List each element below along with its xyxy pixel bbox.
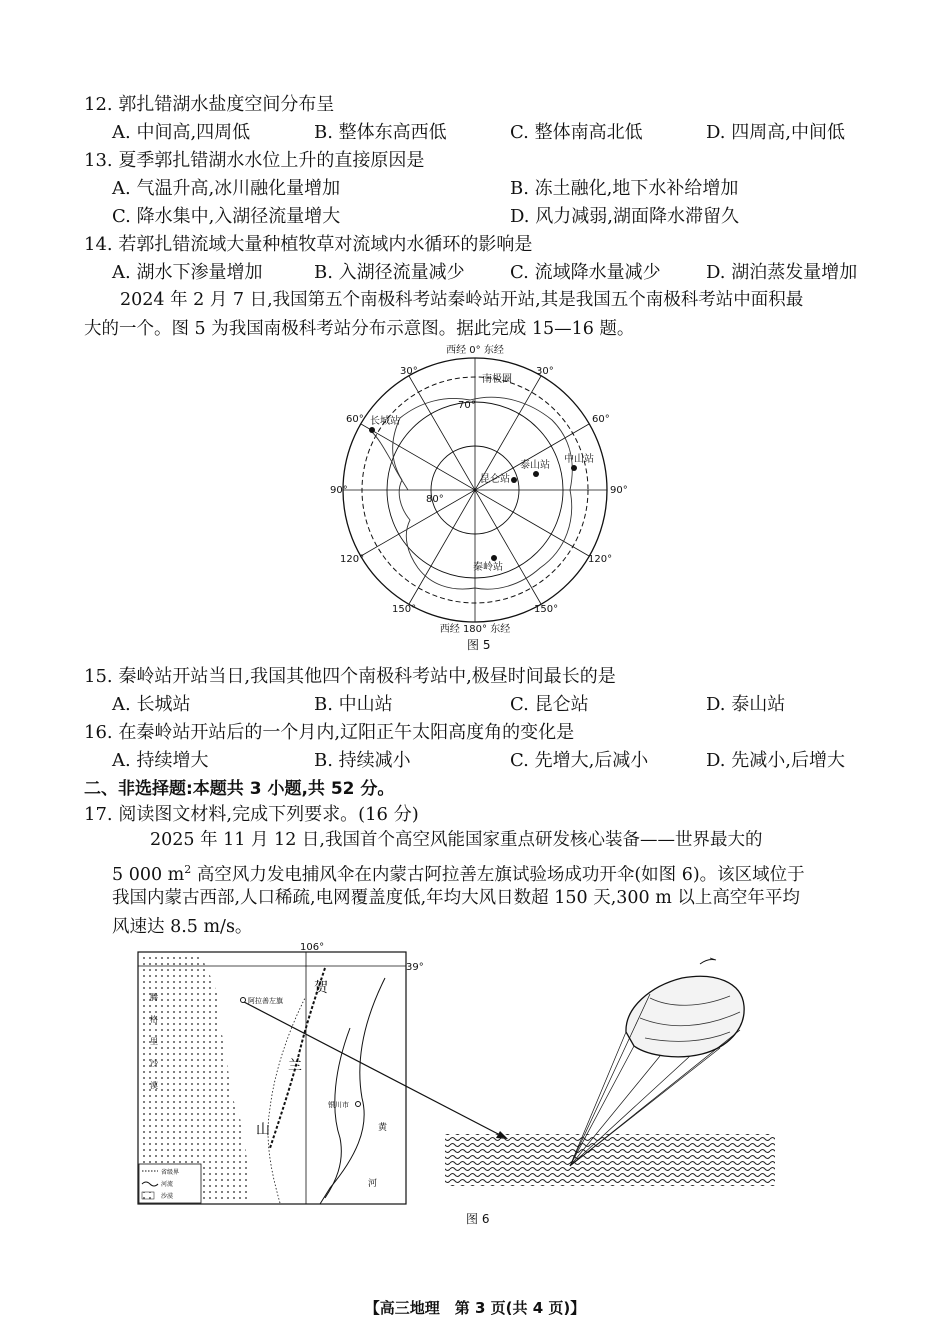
q16-option-d: D. 先减小,后增大	[706, 750, 845, 771]
question-14-stem: 14. 若郭扎错流域大量种植牧草对流域内水循环的影响是	[84, 234, 533, 255]
q17-line1: 2025 年 11 月 12 日,我国首个高空风能国家重点研发核心装备——世界最大的	[150, 830, 763, 850]
fig5-caption: 图 5	[467, 638, 491, 652]
q12-option-d: D. 四周高,中间低	[706, 122, 845, 143]
fig5-lon-l60: 60°	[346, 414, 364, 425]
figure-5-antarctica-map	[330, 340, 628, 652]
section-2-heading: 二、非选择题:本题共 3 小题,共 52 分。	[84, 779, 395, 799]
fig5-lat70-label: 70°	[458, 400, 476, 411]
q13-option-c: C. 降水集中,入湖径流量增大	[112, 206, 341, 227]
fig6-legend-desert-symbol	[142, 1192, 154, 1199]
fig6-yinchuan-label: 银川市	[328, 1101, 349, 1109]
fig5-taishan-label: 泰山站	[520, 460, 550, 471]
q14-option-b: B. 入湖径流量减少	[314, 262, 465, 283]
fig6-river-huang: 黄	[378, 1123, 388, 1133]
fig6-legend-border: 省级界	[161, 1169, 180, 1176]
fig5-kunlun-label: 昆仑站	[480, 474, 510, 485]
fig6-caption: 图 6	[466, 1212, 490, 1226]
q17-line4: 风速达 8.5 m/s。	[112, 917, 253, 937]
fig6-alxa-label: 阿拉善左旗	[248, 997, 283, 1005]
fig5-coastline	[393, 397, 573, 589]
fig5-zhongshan-label: 中山站	[564, 454, 594, 465]
fig5-lon-l90: 90°	[330, 485, 348, 496]
fig6-legend-river: 河流	[161, 1181, 174, 1188]
fig5-zhongshan-dot	[571, 465, 577, 471]
q17-line2-area: 5 000 m	[112, 864, 185, 885]
fig5-changcheng-dot	[369, 427, 375, 433]
question-13-stem: 13. 夏季郭扎错湖水水位上升的直接原因是	[84, 150, 425, 171]
q14-option-a: A. 湖水下渗量增加	[112, 262, 263, 283]
fig5-lon-tl30: 30°	[400, 366, 418, 377]
q13-option-b: B. 冻土融化,地下水补给增加	[510, 178, 739, 199]
intro-15-16-line1: 2024 年 2 月 7 日,我国第五个南极科考站秦岭站开站,其是我国五个南极科考站中面积最	[120, 290, 804, 310]
fig5-lon-tr30: 30°	[536, 366, 554, 377]
q13-option-a: A. 气温升高,冰川融化量增加	[112, 178, 341, 199]
q17-line2-sup: 2	[184, 863, 192, 876]
fig5-kunlun-dot	[511, 477, 517, 483]
q16-option-c: C. 先增大,后减小	[510, 750, 649, 771]
q15-option-d: D. 泰山站	[706, 694, 786, 715]
fig5-lon-br150: 150°	[534, 604, 559, 615]
q12-option-b: B. 整体东高西低	[314, 122, 447, 143]
fig6-mountain-he: 贺	[314, 980, 328, 996]
question-16-stem: 16. 在秦岭站开站后的一个月内,辽阳正午太阳高度角的变化是	[84, 722, 575, 743]
fig5-lon-r60: 60°	[592, 414, 610, 425]
fig6-river-he: 河	[368, 1179, 378, 1189]
intro-15-16-line2: 大的一个。图 5 为我国南极科考站分布示意图。据此完成 15—16 题。	[84, 319, 635, 339]
fig6-desert-sha: 沙	[150, 1059, 158, 1068]
fig5-lon-bl150: 150°	[392, 604, 417, 615]
q12-option-c: C. 整体南高北低	[510, 122, 643, 143]
q17-line3: 我国内蒙古西部,人口稀疏,电网覆盖度低,年均大风日数超 150 天,300 m 以上高空年平均	[112, 888, 800, 908]
fig6-mountain-lan: 兰	[288, 1058, 302, 1074]
q15-option-b: B. 中山站	[314, 694, 393, 715]
fig6-lat39: 39°	[406, 962, 424, 973]
fig5-qinling-dot	[491, 555, 497, 561]
fig5-bottom-label: 西经 180° 东经	[439, 624, 511, 635]
question-12-stem: 12. 郭扎错湖水盐度空间分布呈	[84, 94, 335, 115]
fig6-desert-mo: 漠	[150, 1081, 158, 1090]
fig5-antarctic-circle-label: 南极圈	[482, 374, 512, 385]
fig6-lon106: 106°	[300, 942, 325, 953]
fig5-lat80-label: 80°	[426, 494, 444, 505]
fig5-lon-l120: 120°	[340, 554, 365, 565]
fig6-mountain-shan: 山	[256, 1122, 270, 1138]
q17-line2-rest: 高空风力发电捕风伞在内蒙古阿拉善左旗试验场成功开伞(如图 6)。该区域位于	[191, 864, 805, 885]
figure-6	[130, 938, 780, 1208]
fig6-ground-texture	[445, 1134, 775, 1186]
q12-option-a: A. 中间高,四周低	[112, 122, 251, 143]
fig5-qinling-label: 秦岭站	[473, 562, 503, 573]
fig6-legend-desert: 沙漠	[161, 1193, 174, 1200]
fig5-lon-r90: 90°	[610, 485, 628, 496]
question-15-stem: 15. 秦岭站开站当日,我国其他四个南极科考站中,极昼时间最长的是	[84, 666, 616, 687]
q15-option-a: A. 长城站	[112, 694, 191, 715]
fig5-taishan-dot	[533, 471, 539, 477]
fig5-changcheng-label: 长城站	[370, 416, 400, 427]
q16-option-b: B. 持续减小	[314, 750, 411, 771]
fig5-top-label: 西经 0° 东经	[446, 345, 504, 356]
fig6-parachute-canopy	[626, 976, 744, 1057]
q14-option-c: C. 流域降水量减少	[510, 262, 661, 283]
fig5-lon-r120: 120°	[588, 554, 613, 565]
q14-option-d: D. 湖泊蒸发量增加	[706, 262, 858, 283]
fig5-meridians	[343, 358, 607, 622]
q15-option-c: C. 昆仑站	[510, 694, 589, 715]
q16-option-a: A. 持续增大	[112, 750, 209, 771]
fig6-bird-sketch	[700, 958, 716, 964]
question-17-stem: 17. 阅读图文材料,完成下列要求。(16 分)	[84, 804, 419, 825]
q13-option-d: D. 风力减弱,湖面降水滞留久	[510, 206, 739, 227]
fig6-desert-li: 里	[150, 1037, 158, 1046]
fig6-desert-ge: 格	[150, 1015, 158, 1024]
fig6-desert-teng: 腾	[150, 993, 158, 1002]
page-footer: 【高三地理 第 3 页(共 4 页)】	[364, 1299, 586, 1317]
